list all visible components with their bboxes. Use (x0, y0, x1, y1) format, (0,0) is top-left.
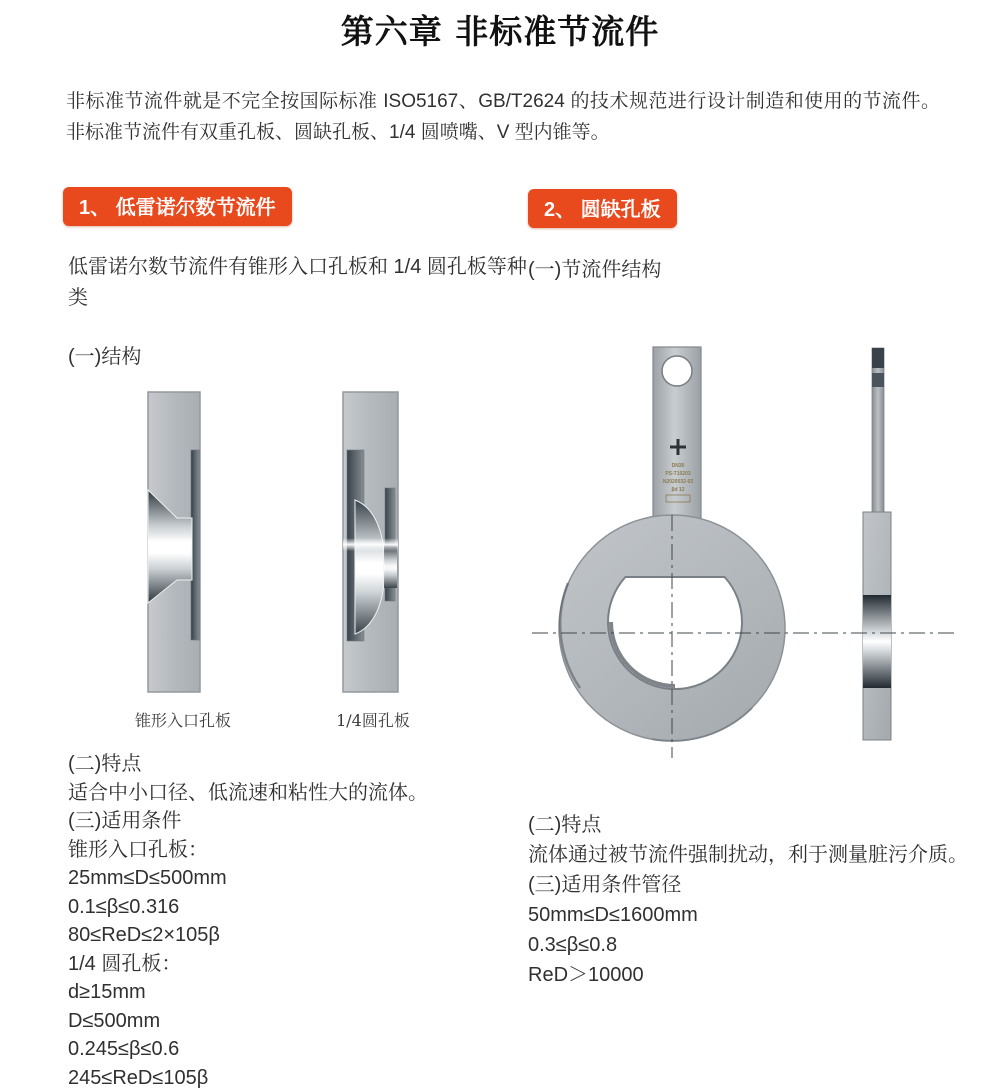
section2-conditions-heading: (三)适用条件管径 (528, 874, 682, 896)
section2-badge: 2、 圆缺孔板 (528, 189, 677, 228)
spec-line: 0.1≤β≤0.316 (68, 895, 180, 918)
quarter-spec-label: 1/4 圆孔板： (68, 952, 182, 975)
segmental-orifice-drawing (520, 333, 970, 763)
disc-side-view (863, 348, 891, 740)
nameplate-line: N2020032-03 (662, 479, 694, 485)
section1-badge: 1、 低雷诺尔数节流件 (63, 187, 292, 226)
conical-orifice-figure (145, 390, 205, 700)
section1-features-heading: (二)特点 (68, 753, 142, 775)
nameplate-line: PS-T10203 (665, 471, 691, 477)
quarter-circle-orifice-figure (341, 390, 403, 700)
spec-line: d≥15mm (68, 981, 146, 1003)
section2-spec-block (528, 810, 983, 990)
spec-line: 245≤ReD≤105β (68, 1066, 209, 1089)
section2-features-text: 流体通过被节流件强制扰动，利于测量脏污介质。 (528, 844, 968, 866)
spec-line: 80≤ReD≤2×105β (68, 924, 220, 946)
page-title: 第六章 非标准节流件 (340, 12, 660, 51)
nameplate-line: βd 12 (671, 487, 685, 493)
section1-conditions-heading: (三)适用条件 (68, 810, 182, 832)
spec-line: 0.245≤β≤0.6 (68, 1038, 180, 1060)
quarter-circle-orifice-drawing (341, 390, 403, 700)
spec-line: 0.3≤β≤0.8 (528, 934, 618, 956)
spec-line: D≤500mm (68, 1009, 161, 1032)
section2-features-heading: (二)特点 (528, 814, 602, 836)
spec-line: ReD＞10000 (528, 964, 644, 986)
spec-line: 50mm≤D≤1600mm (528, 904, 698, 926)
section1-spec-block (68, 750, 530, 1091)
handle-hole (662, 356, 692, 386)
conical-spec-label: 锥形入口孔板： (68, 838, 208, 861)
section1-features-text: 适合中小口径、低流速和粘性大的流体。 (68, 781, 428, 804)
conical-orifice-drawing (145, 390, 205, 700)
section1-structure-heading: (一)结构 (68, 346, 142, 368)
section1-description: 低雷诺尔数节流件有锥形入口孔板和 1/4 圆孔板等种类 (68, 256, 527, 309)
segmental-orifice-figure (520, 333, 970, 763)
intro-paragraph: 非标准节流件就是不完全按国际标准 ISO5167、GB/T2624 的技术规范进行设计制造和使用的节流件。非标准节流件有双重孔板、圆缺孔板、1/4 圆喷嘴、V 型内锥等。 (66, 91, 940, 143)
section2-structure-heading: (一)节流件结构 (528, 259, 662, 281)
conical-orifice-label: 锥形入口孔板 (134, 711, 231, 730)
spec-line: 25mm≤D≤500mm (68, 867, 227, 889)
nameplate-line: DN30 (671, 463, 685, 469)
quarter-circle-orifice-label: 1/4圆孔板 (336, 711, 410, 730)
